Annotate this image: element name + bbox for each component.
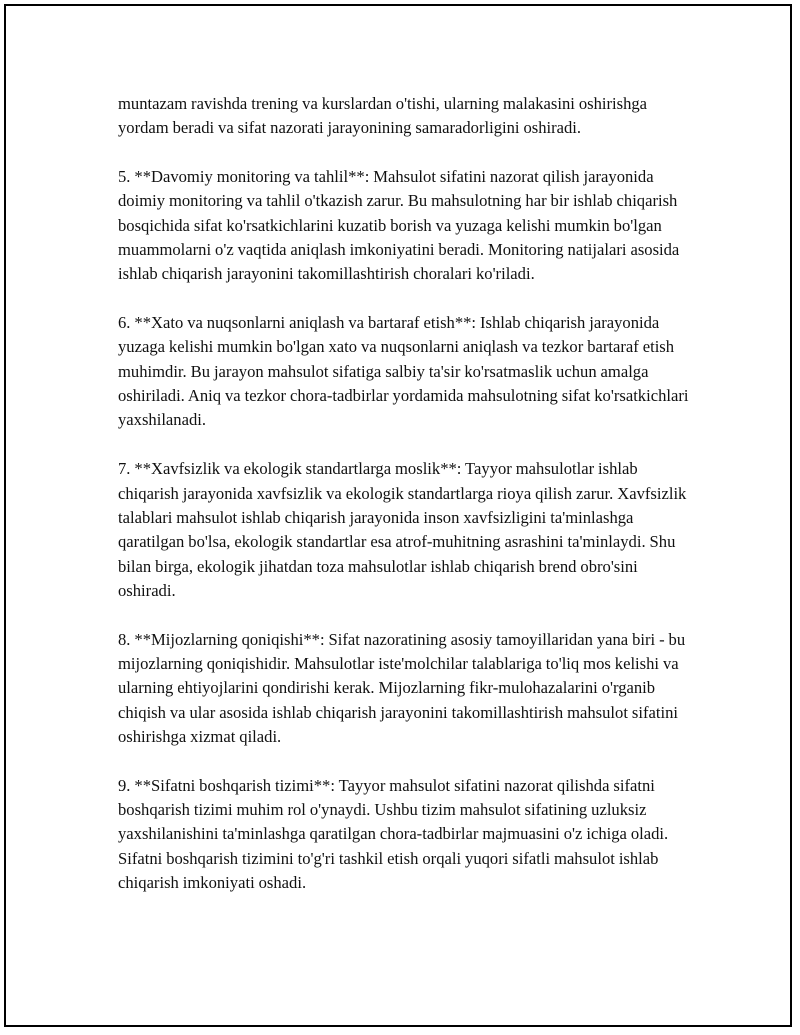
paragraph-item-6: 6. **Xato va nuqsonlarni aniqlash va bartaraf etish**: Ishlab chiqarish jarayonida yuzaga kelishi mumkin bo'lgan xato va nuqsonlarni aniqlash va tezkor bartaraf etish muhimdir. Bu jarayon mahsulot sifatiga salbiy ta'sir ko'rsatmaslik uchun amalga oshiriladi. Aniq va tezkor chora-tadbirlar yordamida mahsulotning sifat ko'rsatkichlari yaxshilanadi. (118, 313, 689, 430)
paragraph-item-8: 8. **Mijozlarning qoniqishi**: Sifat nazoratining asosiy tamoyillaridan yana biri - bu mijozlarning qoniqishidir. Mahsulotlar iste'molchilar talablariga to'liq mos kelishi va ularning ehtiyojlarini qondirishi kerak. Mijozlarning fikr-mulohazalarini o'rganib chiqish va ular asosida ishlab chiqarish jarayonini takomillashtirish mahsulot sifatini oshirishga xizmat qiladi. (118, 629, 686, 746)
paragraph-item-5: 5. **Davomiy monitoring va tahlil**: Mahsulot sifatini nazorat qilish jarayonida doimiy monitoring va tahlil o'tkazish zarur. Bu mahsulotning har bir ishlab chiqarish bosqichida sifat ko'rsatkichlarini kuzatib borish va yuzaga kelishi mumkin bo'lgan muammolarni o'z vaqtida aniqlash imkoniyatini beradi. Monitoring natijalari asosida ishlab chiqarish jarayonini takomillashtirish choralari ko'riladi. (118, 167, 680, 284)
document-body (118, 92, 690, 895)
paragraph-continuation: muntazam ravishda trening va kurslardan o'tishi, ularning malakasini oshirishga yordam beradi va sifat nazorati jarayonining samaradorligini oshiradi. (118, 94, 648, 138)
paragraph-item-7: 7. **Xavfsizlik va ekologik standartlarga moslik**: Tayyor mahsulotlar ishlab chiqarish jarayonida xavfsizlik va ekologik standartlarga rioya qilish zarur. Xavfsizlik talablari mahsulot ishlab chiqarish jarayonida inson xavfsizligini ta'minlashga qaratilgan bo'lsa, ekologik standartlar esa atrof-muhitning asrashini ta'minlaydi. Shu bilan birga, ekologik jihatdan toza mahsulotlar ishlab chiqarish brend obro'sini oshiradi. (118, 459, 687, 600)
paragraph-item-9: 9. **Sifatni boshqarish tizimi**: Tayyor mahsulot sifatini nazorat qilishda sifatni boshqarish tizimi muhim rol o'ynaydi. Ushbu tizim mahsulot sifatining uzluksiz yaxshilanishini ta'minlashga qaratilgan chora-tadbirlar majmuasini o'z ichiga oladi. Sifatni boshqarish tizimini to'g'ri tashkil etish orqali yuqori sifatli mahsulot ishlab chiqarish imkoniyati oshadi. (118, 775, 669, 892)
